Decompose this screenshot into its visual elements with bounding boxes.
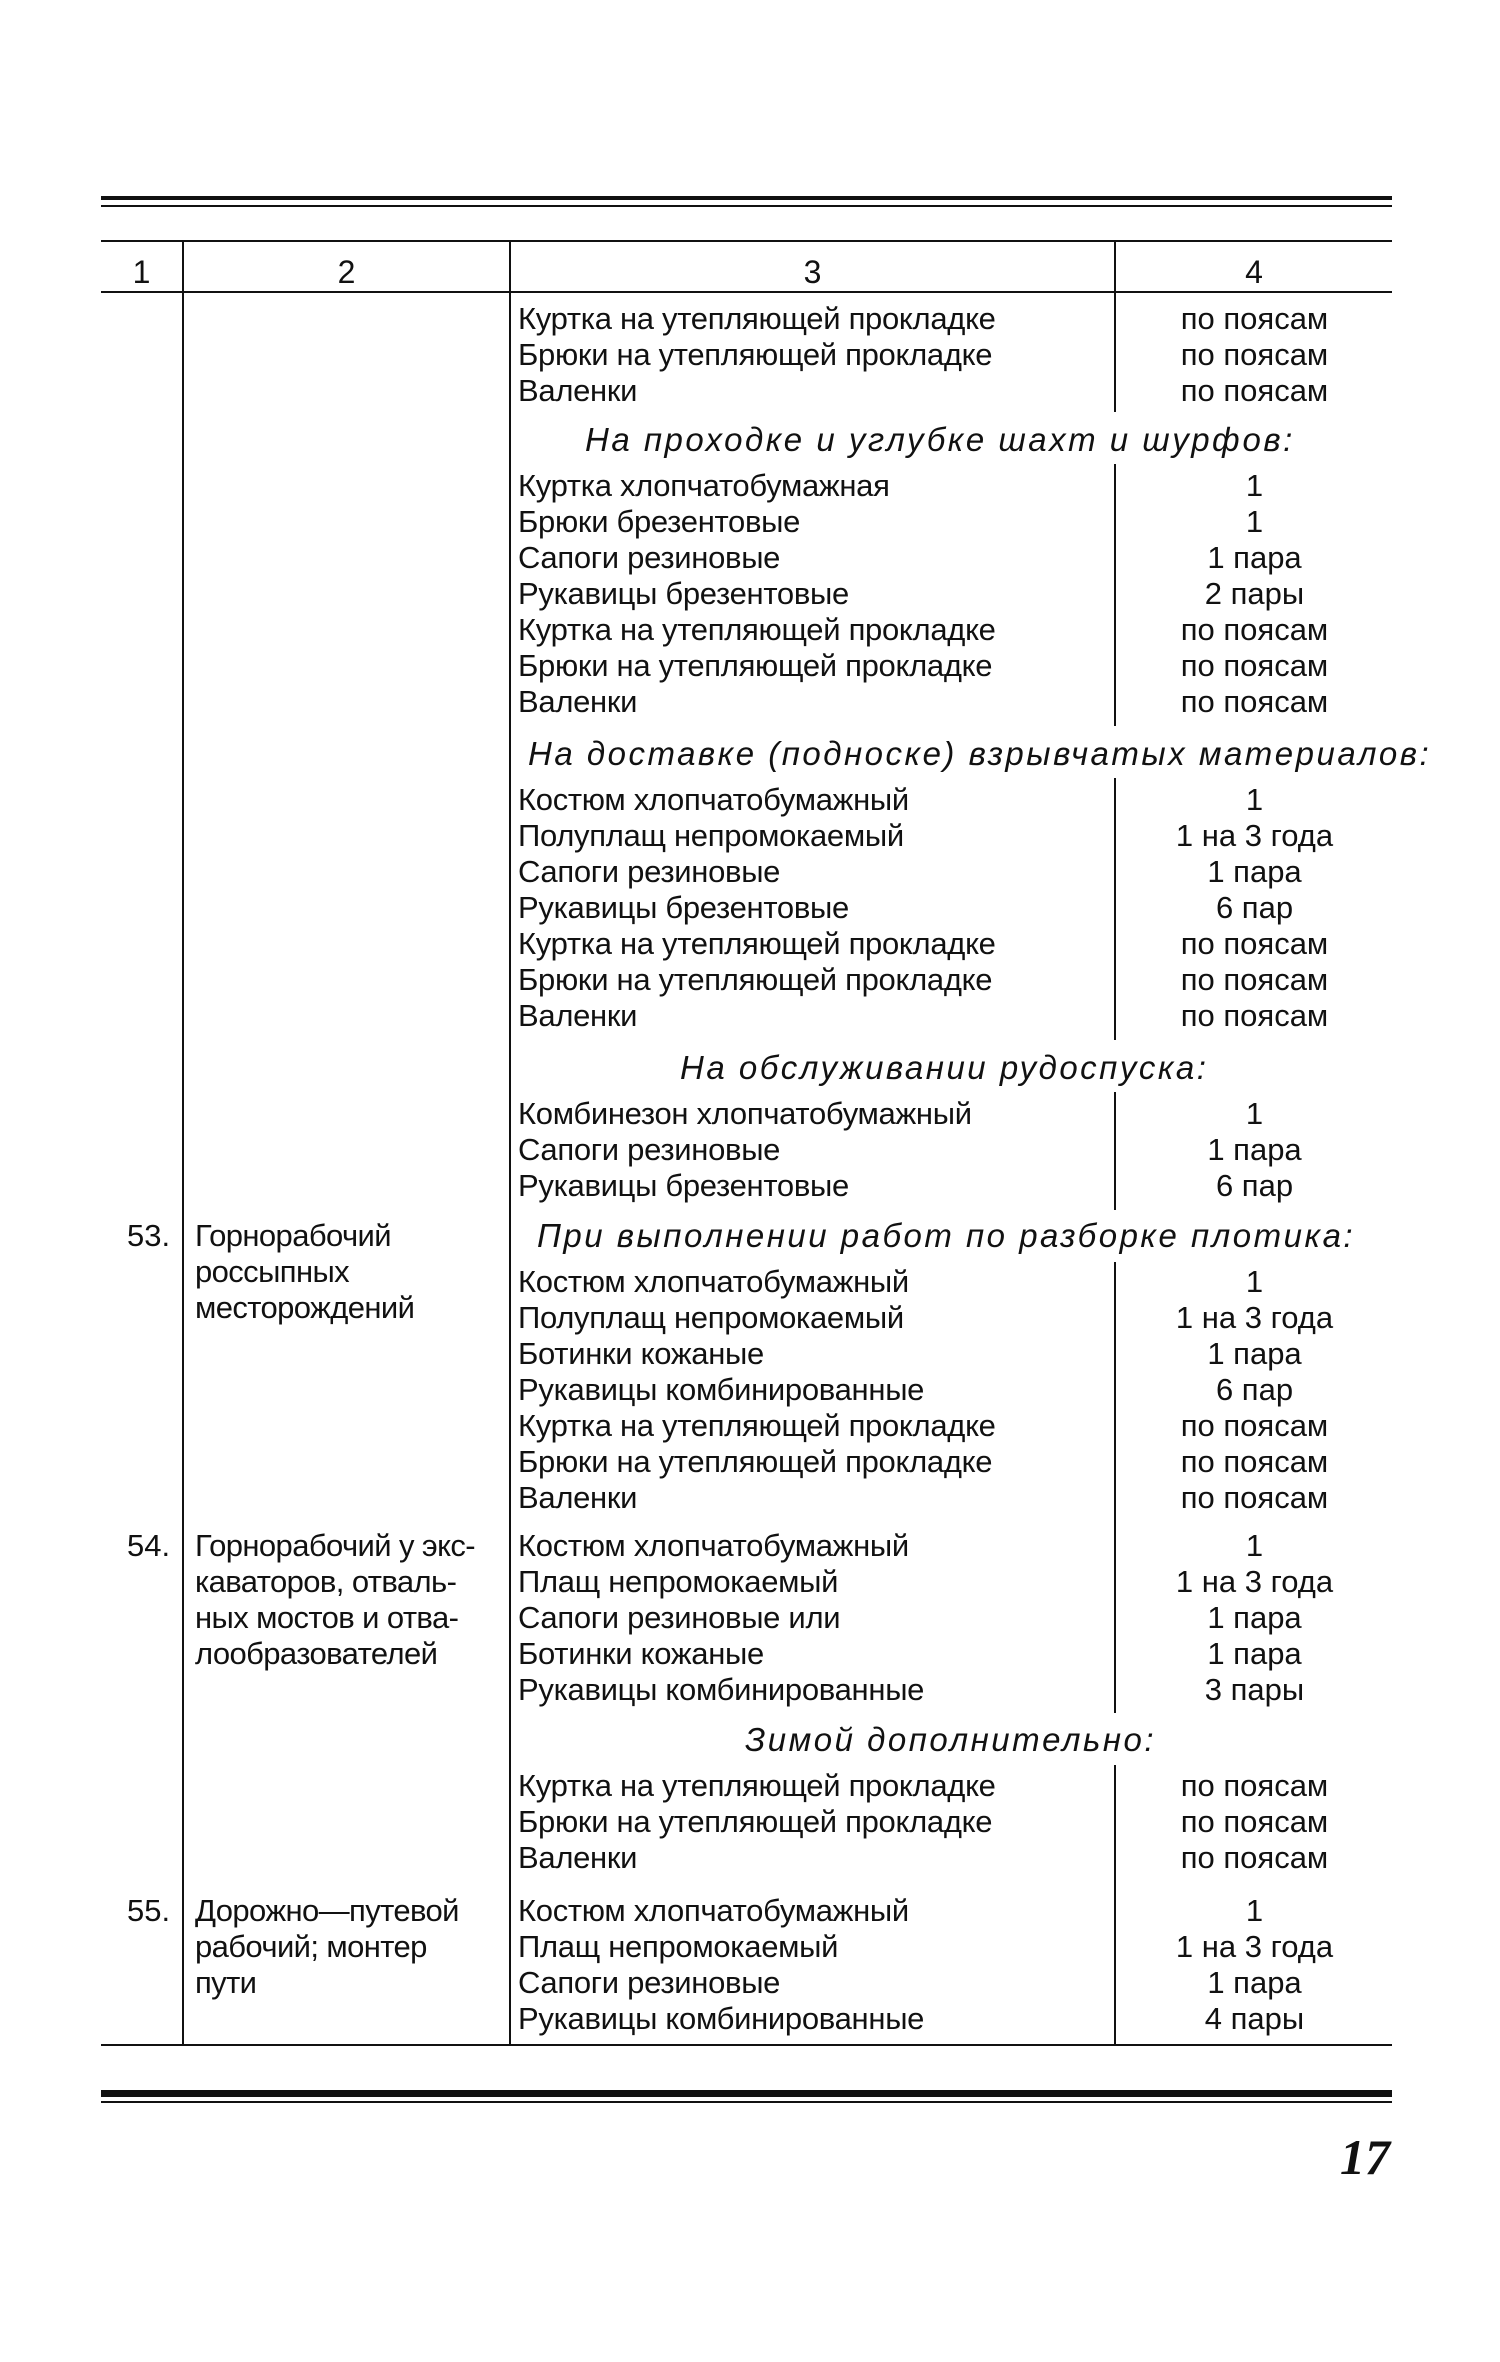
- item-qty: по поясам: [1180, 301, 1329, 336]
- item-name: Брюки брезентовые: [518, 504, 801, 539]
- bottom-rule-thick: [101, 2090, 1392, 2097]
- top-rule-thin: [101, 205, 1392, 207]
- section-title: На доставке (подноске) взрывчатых материалов:: [528, 735, 1432, 772]
- item-name: Сапоги резиновые: [518, 1132, 781, 1167]
- item-qty: по поясам: [1180, 1480, 1329, 1515]
- item-name: Сапоги резиновые: [518, 1965, 781, 2000]
- column-header-1: 1: [132, 254, 151, 290]
- item-qty: 1: [1245, 1096, 1264, 1131]
- column-divider-3: [1114, 464, 1116, 726]
- column-header-2: 2: [337, 254, 356, 290]
- item-name: Костюм хлопчатобумажный: [518, 1528, 909, 1563]
- column-divider-3: [1114, 778, 1116, 1040]
- item-name: Сапоги резиновые или: [518, 1600, 841, 1635]
- item-qty: 1 на 3 года: [1175, 1300, 1334, 1335]
- item-qty: 1 на 3 года: [1175, 1929, 1334, 1964]
- column-header-3: 3: [803, 254, 822, 290]
- item-name: Куртка на утепляющей прокладке: [518, 301, 996, 336]
- item-qty: по поясам: [1180, 1768, 1329, 1803]
- item-name: Комбинезон хлопчатобумажный: [518, 1096, 972, 1131]
- item-qty: 1: [1245, 1264, 1264, 1299]
- profession-name: [195, 1893, 480, 2001]
- item-name: Плащ непромокаемый: [518, 1564, 839, 1599]
- item-qty: 1 пара: [1207, 540, 1302, 575]
- section-title: На обслуживании рудоспуска:: [680, 1049, 1209, 1086]
- item-name: Куртка на утепляющей прокладке: [518, 612, 996, 647]
- row-number: 55.: [127, 1893, 171, 1928]
- item-name: Брюки на утепляющей прокладке: [518, 1804, 993, 1839]
- item-qty: 1 пара: [1207, 1600, 1302, 1635]
- item-name: Валенки: [518, 1840, 638, 1875]
- column-divider-3: [1114, 1765, 1116, 2046]
- profession-name-line: россыпных: [195, 1254, 350, 1289]
- item-qty: по поясам: [1180, 998, 1329, 1033]
- row-number: 53.: [127, 1218, 171, 1253]
- section-title: При выполнении работ по разборке плотика:: [537, 1217, 1356, 1254]
- profession-name-line: рабочий; монтер: [195, 1929, 427, 1964]
- item-name: Рукавицы брезентовые: [518, 1168, 849, 1203]
- item-qty: по поясам: [1180, 962, 1329, 997]
- column-divider-3: [1114, 1092, 1116, 1210]
- item-name: Рукавицы брезентовые: [518, 576, 849, 611]
- item-qty: 1: [1245, 504, 1264, 539]
- item-name: Брюки на утепляющей прокладке: [518, 962, 993, 997]
- column-divider-3: [1114, 1262, 1116, 1713]
- item-qty: по поясам: [1180, 648, 1329, 683]
- table-top-line: [101, 240, 1392, 242]
- item-qty: по поясам: [1180, 1408, 1329, 1443]
- item-name: Костюм хлопчатобумажный: [518, 1893, 909, 1928]
- item-qty: 1 пара: [1207, 1636, 1302, 1671]
- item-name: Сапоги резиновые: [518, 540, 781, 575]
- top-rule-thick: [101, 196, 1392, 200]
- item-name: Куртка на утепляющей прокладке: [518, 926, 996, 961]
- item-name: Ботинки кожаные: [518, 1336, 764, 1371]
- item-qty: по поясам: [1180, 926, 1329, 961]
- item-qty: 1 на 3 года: [1175, 1564, 1334, 1599]
- item-qty: по поясам: [1180, 1444, 1329, 1479]
- column-divider-1: [182, 240, 184, 2046]
- page-number: 17: [1340, 2129, 1390, 2185]
- column-divider-2: [509, 240, 511, 2046]
- profession-name-line: месторождений: [195, 1290, 415, 1325]
- profession-name-line: Горнорабочий: [195, 1218, 391, 1253]
- item-name: Плащ непромокаемый: [518, 1929, 839, 1964]
- item-qty: по поясам: [1180, 684, 1329, 719]
- item-name: Рукавицы комбинированные: [518, 1672, 925, 1707]
- item-name: Рукавицы брезентовые: [518, 890, 849, 925]
- item-name: Валенки: [518, 998, 638, 1033]
- item-name: Брюки на утепляющей прокладке: [518, 337, 993, 372]
- item-name: Ботинки кожаные: [518, 1636, 764, 1671]
- item-qty: по поясам: [1180, 612, 1329, 647]
- item-qty: 1 пара: [1207, 1965, 1302, 2000]
- item-qty: по поясам: [1180, 1840, 1329, 1875]
- profession-name-line: лообразователей: [195, 1636, 438, 1671]
- profession-name-line: пути: [195, 1965, 257, 2000]
- item-name: Полуплащ непромокаемый: [518, 1300, 904, 1335]
- row-number: 54.: [127, 1528, 171, 1563]
- item-name: Валенки: [518, 373, 638, 408]
- bottom-rule-thin: [101, 2101, 1392, 2103]
- item-name: Куртка хлопчатобумажная: [518, 468, 890, 503]
- item-qty: 6 пар: [1215, 1372, 1294, 1407]
- item-name: Полуплащ непромокаемый: [518, 818, 904, 853]
- item-name: Брюки на утепляющей прокладке: [518, 1444, 993, 1479]
- item-name: Костюм хлопчатобумажный: [518, 1264, 909, 1299]
- profession-name-line: Горнорабочий у экс-: [195, 1528, 476, 1563]
- table-bottom-line: [101, 2044, 1392, 2046]
- item-qty: 1 на 3 года: [1175, 818, 1334, 853]
- item-qty: 3 пары: [1204, 1672, 1305, 1707]
- column-header-4: 4: [1245, 254, 1263, 290]
- item-name: Сапоги резиновые: [518, 854, 781, 889]
- item-qty: по поясам: [1180, 1804, 1329, 1839]
- item-qty: 1: [1245, 468, 1264, 503]
- item-name: Валенки: [518, 684, 638, 719]
- item-qty: 4 пары: [1204, 2001, 1305, 2036]
- item-name: Куртка на утепляющей прокладке: [518, 1768, 996, 1803]
- item-qty: по поясам: [1180, 373, 1329, 408]
- profession-name-line: каваторов, отваль-: [195, 1564, 457, 1599]
- profession-name: [195, 1528, 480, 1672]
- item-name: Куртка на утепляющей прокладке: [518, 1408, 996, 1443]
- item-qty: 2 пары: [1204, 576, 1305, 611]
- section-title: На проходке и углубке шахт и шурфов:: [585, 421, 1295, 458]
- profession-name-line: Дорожно—путевой: [195, 1893, 459, 1928]
- item-qty: 6 пар: [1215, 1168, 1294, 1203]
- item-qty: 1 пара: [1207, 1336, 1302, 1371]
- item-name: Рукавицы комбинированные: [518, 2001, 925, 2036]
- item-name: Валенки: [518, 1480, 638, 1515]
- item-qty: 1 пара: [1207, 1132, 1302, 1167]
- section-title: Зимой дополнительно:: [745, 1721, 1157, 1758]
- profession-name-line: ных мостов и отва-: [195, 1600, 459, 1635]
- item-qty: 6 пар: [1215, 890, 1294, 925]
- item-name: Костюм хлопчатобумажный: [518, 782, 909, 817]
- item-name: Рукавицы комбинированные: [518, 1372, 925, 1407]
- item-qty: 1: [1245, 1528, 1264, 1563]
- item-qty: 1 пара: [1207, 854, 1302, 889]
- item-name: Брюки на утепляющей прокладке: [518, 648, 993, 683]
- item-qty: по поясам: [1180, 337, 1329, 372]
- item-qty: 1: [1245, 782, 1264, 817]
- item-qty: 1: [1245, 1893, 1264, 1928]
- profession-name: [195, 1218, 480, 1326]
